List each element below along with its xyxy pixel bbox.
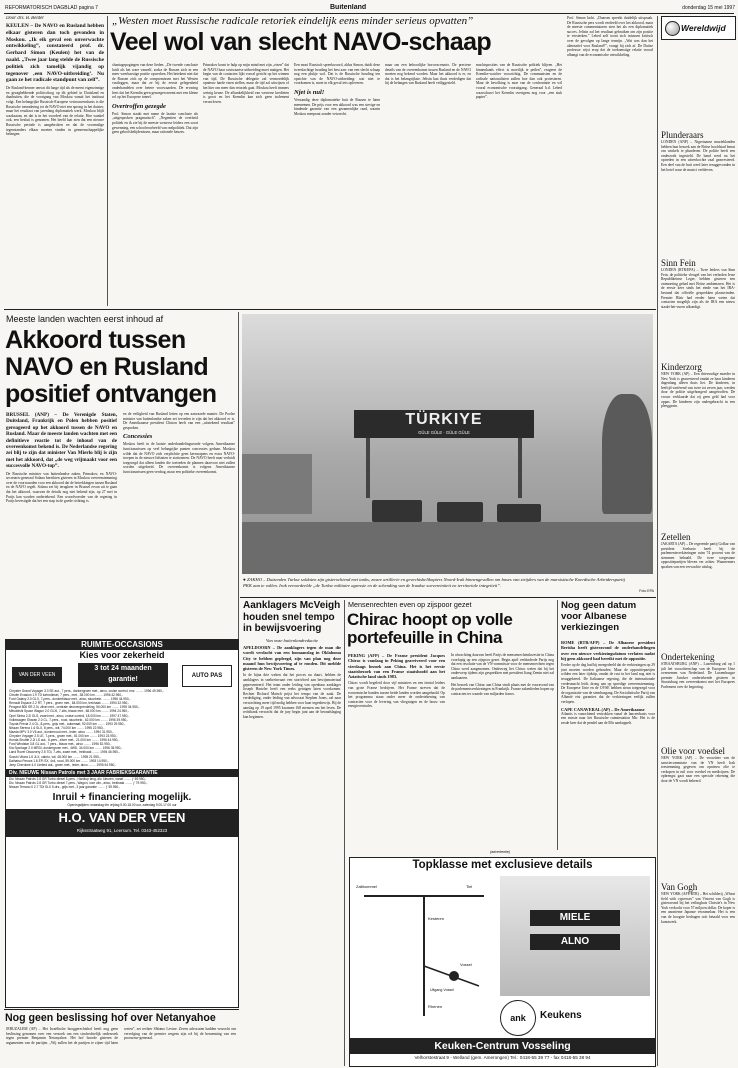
wereldwijd-box <box>661 16 736 40</box>
ad-subheader: Kies voor zekerheid <box>79 650 165 660</box>
map-label: Tiel <box>466 884 473 889</box>
lead-text-b: Primakov komt te hulp op mijn mind met zijn „eisen” dat de NAVO haar oostwaartse uitbreiding moet matigen. Het begin van de contacten lijkt vooral gericht op het winnen van tijd. De Russische delegatie zal vermoedelijk opnieuw harde eisen stellen, maar de tijd zal uitwijzen of het hier om meer dan retoriek gaat. Moskou heeft immers weinig keuze. De afhankelijkheid van westerse kredieten is groot en het Kremlin kan zich geen isolement veroorloven. <box>203 63 289 104</box>
lead-col-d <box>385 63 471 308</box>
listing-row: Opel Sintra 2.2i GLS, zwart met., airco, cruise control, 18.000 km ........ 1997 47.950,- <box>9 713 130 718</box>
section-rule <box>240 597 656 598</box>
section-rule <box>4 309 656 310</box>
globe-icon <box>665 21 680 36</box>
listing-row: Nissan Serena 1.6 SLX, 8 pers., wit, 74.000 km ........ 1995 22.950,- <box>9 725 105 730</box>
lead-kicker: „Westen moet Russische radicale retoriek eindelijk eens minder serieus opvatten” <box>112 15 474 27</box>
mcveigh-body: In de bijna drie weken dat het proces nu duurt, hebben de aanklagers in sneltreinvaart een stortvloed aan bewijsmateriaal gepresenteerd. Het team onder leiding van openbaar aanklager Joseph Hartzler heeft een reeks getuigen laten voorkomen. Rechter Richard Matsch prijst het tempo van de zaak. De verdediging, onder leiding van advocaat Stephen Jones, zal naar verwachting meer tijd nodig hebben voor haar tegenbewijs. Bij de aanslag op 19 april 1995 kwamen 168 mensen om het leven. De rechtbank verwacht dat de jury begin juni aan de beraadslaging kan beginnen. <box>243 673 341 719</box>
item-heading: Plunderaars <box>661 130 704 140</box>
listing-row: Chrysler Voyager 2.5 LE, 7-pers., groen met., 81.000 km ........ 1993 23.950,- <box>9 734 118 739</box>
brand-sign: MIELE <box>530 910 620 926</box>
masthead-left: REFORMATORISCH DAGBLAD pagina 7 <box>5 5 98 11</box>
wereldwijd-item <box>661 258 735 362</box>
item-heading: Sinn Fein <box>661 258 696 268</box>
map-label: Zaltbommel <box>356 884 377 889</box>
map-label: Vossel <box>460 962 472 967</box>
route-map <box>354 876 494 1032</box>
brand-banner: Keuken-Centrum Vosseling <box>350 1038 655 1054</box>
listing-row: Honda Shuttle 2.2i LS aut., 6-pers., zilver met., 21.000 km ........ 1996 44.950,- <box>9 738 120 743</box>
lead-text-a2: Prof. Simon staakt met name de laatste conclusie als „uitgesproken pragmatisch”. „Negentien de overheid politiek en ik zie bij de meeste westerse leiders een soort gewenning, een schoolvoorbeeld van realpolitiek. Dat zijn geen geloofsbelijdenissen, maar rationele keuzes. <box>112 111 198 135</box>
masthead-date: donderdag 15 mei 1997 <box>682 5 735 11</box>
tree <box>602 394 652 514</box>
akkoord-body-c: Moskou heeft in de laatste onderhandelingsronde volgens Amerikaanse functionarissen op veel belangrijke punten concessies gedaan. Moskou wilde dat de NAVO zich verplichtte geen kernwapens en extra NAVO-troepen in de nieuwe lidstaten te stationeren. De NAVO heeft naar verluidt toegezegd dat alleen landen die toetreden de plannen daarvoor niet zullen worden uitgebreid. De overeenkomst is volgens Amerikaanse functionarissen geen verdrag, maar een politieke overeenkomst. <box>123 442 235 474</box>
item-body: NEW YORK (AP) – Een drievoudige moeder in New York is gearresteerd omdat ze haar kinderen dagenlang alleen thuis liet. De kinderen, in leeftijd variërend van twee tot zeven jaar, werden door de politie uitgehongerd aangetroffen. De vrouw verklaarde dat zij geen geld had voor oppas. De kinderen zijn ondergebracht in een pleeggezin. <box>661 372 735 409</box>
col-divider <box>557 600 558 850</box>
col-divider <box>238 312 239 642</box>
china-body-b: In afwachting daarvan heeft Parijs de mensenrechtenkwestie in China voorlopig op een zijspoor gezet. Begin april verhinderde Parijs nog dat een resolutie van de VN-commissie voor de mensenrechten tegen China werd aangenomen. Onderweg liet Chirac weten dat hij het onderwerp tijdens zijn gesprekken met president Jiang Zemin niet zal aankaarten. <box>451 653 554 680</box>
wereldwijd-item <box>661 882 735 1057</box>
col1-article <box>6 16 104 304</box>
mcveigh-headline: Aanklagers McVeigh houden snel tempo in bewijsvoering <box>243 600 341 634</box>
brand-sign: ALNO <box>530 934 620 950</box>
china-col-b <box>451 653 554 849</box>
lead-text-c2: Verstandig deze diplomatieke buit de Russen te laten meenemen. De prijs voor een akkoord was een stevige en bindende garantie van een gezamenlijke raad, waarin Moskou meepraat zonder vetorecht. <box>294 97 380 116</box>
wereldwijd-item <box>661 532 735 652</box>
logo-text: ank <box>510 1013 526 1023</box>
listing-row: Suzuki Vitara 1.6 JLX, cabrio, wit, 48.000 km ........ 1995 21.950,- <box>9 754 101 759</box>
listing-row: Jeep Cherokee 4.0 Limited aut., groen met., leder, airco ........ 1995 54.950,- <box>9 762 117 767</box>
section-title: Buitenland <box>330 4 367 11</box>
brand-left: VAN DER VEEN <box>12 667 62 683</box>
akkoord-col-b <box>123 412 235 636</box>
headline-line: NAVO en Rusland <box>5 353 209 381</box>
headline-line: Akkoord tussen <box>5 327 186 354</box>
item-heading: Ondertekening <box>661 652 715 662</box>
china-col-a <box>348 653 445 849</box>
china-body-a: Chirac wordt begeleid door vijf ministers en een tiental leiders van grote Franse bedrijven. Het Franse streven dat de economische banden tussen beide landen worden aangehaald. Op het programma staan onder meer de ondertekening van contracten voor de levering van vliegtuigen en de bouw van energiecentrales. <box>348 681 445 709</box>
nissan-line: Div. NIEUWE Nissan Patrols met 3 JAAR FABRIEKSGARANTIE <box>6 769 238 777</box>
mcveigh-article <box>243 638 341 1066</box>
china-headline: Chirac hoopt op volle portefeuille in China <box>347 611 513 647</box>
wereldwijd-item <box>661 746 735 882</box>
masthead-rule <box>4 13 734 14</box>
item-body: NEW YORK (AFP/RTR) – Het schilderij „Wheat field with cypresses” van Vincent van Gogh is gisteravond bij het veilinghuis Christie's in New York verkocht voor 57 miljoen dollar. De koper is een anonieme Japanse verzamelaar. Het is een van de hoogste bedragen ooit betaald voor een kunstwerk. <box>661 892 735 924</box>
headline-line: positief ontvangen <box>5 380 217 408</box>
brand-right: AUTO PAS <box>182 665 232 687</box>
listing-row: Citroën Evasion 1.9 TD turbodiesel, 7 pers., met., 38.000 km ........ 1996 42.950,- <box>9 693 124 698</box>
sidebar-divider <box>657 16 658 1066</box>
showroom-image <box>500 876 650 996</box>
wereldwijd-title: Wereldwijd <box>681 23 726 33</box>
cape-body: Atlantis is vanochtend vertrokken vanaf de lanceerbasis voor een missie naar het Russische ruimtestation Mir. Het is de zesde keer dat de pendel aan de Mir aankoppelt. <box>561 711 655 726</box>
item-body: JAKARTA (AP) – De regerende partij Golkar van president Soeharto heeft bij de parlementsverkiezingen ruim 74 procent van de stemmen behaald. De twee toegestane oppositiepartijen bleven ver achter. Waarnemers spraken van een verwachte uitslag. <box>661 542 735 569</box>
location-marker <box>449 971 459 981</box>
item-body: STRAATSBURG (ANP) – Luxemburg zal op 1 juli het voorzitterschap van de Europese Unie overnemen van Nederland. De Luxemburgse premier Juncker ondertekende gisteren in Straatsburg een overeenkomst met het Europees Parlement over de begroting. <box>661 662 735 689</box>
netanyahu-headline: Nog geen beslissing hof over Netanyahoe <box>5 1012 216 1024</box>
akkoord-subhead: Concessies <box>123 433 153 441</box>
wereldwijd-item <box>661 652 735 746</box>
opening-hours: Openingstijden: maandag t/m vrijdag 9.00-18.00 uur, zaterdag 9.00-17.00 uur <box>67 803 177 808</box>
map-label: Kesteren <box>428 916 445 921</box>
guarantee-badge <box>78 663 168 687</box>
border-sign <box>354 410 534 438</box>
item-heading: Kinderzorg <box>661 362 702 372</box>
wereldwijd-list <box>661 42 735 1064</box>
albanie-article <box>561 640 655 848</box>
badge-line: 3 tot 24 maanden <box>94 665 152 672</box>
byline: Door drs. B. Belder <box>6 16 44 21</box>
lead-text-d: maar om een behoorlijke horrorscenario. De precieze details van de overeenkomst tussen Rusland en de NAVO moeten nog bekend worden. Maar het akkoord is er, en dat is het belangrijkste. Jeltsin kan thuis verdedigen dat hij de belangen van Rusland heeft veiliggesteld. <box>385 63 471 86</box>
sign-subtext: GÜLE GÜLE · GÜLE GÜLE <box>418 430 470 435</box>
akkoord-body-b: en de veiligheid van Rusland letten op een aanvaarde manier. De Poolse minister van buitenlandse zaken zei tevreden te zijn dat het akkoord er is. De Amerikaanse president Clinton heeft van een „uitstekend resultaat” gesproken. <box>123 412 235 430</box>
map-label: Uitgang Vossel <box>430 988 454 992</box>
ad-address: Velhorstestraat 9 - Welland (gem. Amerongen) Tel.: 0418-55 39 77 - fax 0418-55 38 94 <box>414 1055 591 1060</box>
listing-row: Div. Nissan Patrols 2.8 GR Turbo diesel 5-pers., Hardtop lang, div. kleuren, vanaf ........ ƒ 69.950,- <box>9 776 147 781</box>
ruimte-ad <box>5 639 239 1008</box>
albanie-intro: ROME (RTR/AFP) – De Albanese president Berisha heeft gisteravond de onderhandelingen over een nieuwe verkiezingsdatum verlaten nadat hij geen akkoord had bereikt met de oppositie. <box>561 640 655 661</box>
akkoord-col-a <box>6 412 117 636</box>
listing-row: Nissan Terrano II 2.7 TDi SLX 5-drs., grijs met., 3 jaar garantie ........ ƒ 59.950,- <box>9 784 121 789</box>
lead-col-e <box>476 63 562 308</box>
section-rule <box>4 1009 239 1010</box>
lead-col-f <box>567 16 653 308</box>
ad-listing <box>6 689 238 767</box>
listing-row: Div. Nissan Patrols 2.8 GR Turbo diesel 7-pers., Wagon, luxe uitv., airco, trekhaak ........ ƒ 79.950,- <box>9 780 148 785</box>
listing-row: Mazda MPV 3.0 V6 aut., donkerrood met., leder, airco ........ 1994 31.950,- <box>9 729 114 734</box>
dealer-name: H.O. VAN DER VEEN <box>58 810 186 826</box>
photo-caption: ● ZAKHO – Duizenden Turkse soldaten zijn gisterochtend met tanks, zware artillerie en gevechtshelikopters Noord-Irak binnengevallen om bases van strijders van de marxistische Koerdische Arbeiderspartij PKK aan te vallen. Irak veroordeelde „de Turkse militaire agressie en de schending van de Iraakse soevereiniteit en territoriale integriteit”. <box>243 577 625 588</box>
listing-row: Volkswagen Sharan 2.0 CL, 7-pers., rood, stuurbekr., 62.000 km ........ 1996 39.950,- <box>9 717 129 722</box>
item-heading: Van Gogh <box>661 882 698 892</box>
listing-row: Land Rover Discovery 2.5 TDi, 7-zits, zwart met., trekhaak ........ 1994 46.950,- <box>9 750 120 755</box>
ad-title: Topklasse met exclusieve details <box>412 859 593 871</box>
tank <box>372 500 422 522</box>
wereldwijd-item <box>661 130 735 258</box>
akkoord-body-a: De Russische minister van buitenlandse zaken, Primakov, en NAVO-secretaris-generaal Solana bereikten gisteren in Moskou overeenstemming over de voorwaarden voor een akkoord dat de betrekkingen tussen Rusland en de NAVO regelt. Solana zei bij terugkeer in Brussel ervan uit te gaan dat het akkoord, waarvan de details nog niet bekend zijn, op 27 mei in Parijs kan worden ondertekend. Een woordvoerder van de regering in Parijs bevestigde dat het een stap in de goede richting is. <box>6 471 117 504</box>
listing-row: Peugeot 806 SR 2.0i, zilver met., centrale deurvergrendeling, 56.000 km ........ 1995 34.950,- <box>9 705 140 710</box>
lead-col-a <box>112 63 198 308</box>
news-photo <box>242 314 653 574</box>
map-label: Rhenen <box>428 1004 443 1009</box>
road <box>242 522 653 574</box>
wereldwijd-item <box>661 362 735 532</box>
akkoord-intro: BRUSSEL (ANP) – De Verenigde Staten, Duitsland, Frankrijk en Polen hebben positief gereageerd op het akkoord tussen de NAVO en Rusland. Maar de meeste landen wachten met een definitieve reactie tot de inhoud van de overeenkomst bekend is. De Nederlandse regering zei blij te zijn dat minister Van Mierlo blij is zijn met het akkoord, dat „de weg vrijmaakt voor een succesvolle NAVO-top”. <box>6 412 117 470</box>
photo-credit: Foto EPA <box>639 589 654 593</box>
dealer-block <box>6 809 238 837</box>
lead-headline: Veel wol van slecht NAVO-schaap <box>110 28 492 56</box>
col-divider <box>107 16 108 306</box>
china-intro: PEKING (AFP) – De Franse president Jacques Chirac is vandaag in Peking gearriveerd voor een vierdaags bezoek aan China. Het is het eerste staatsbezoek van een Franse staatshoofd aan het Aziatische land sinds 1983. <box>348 653 445 680</box>
albanie-body: Eerder op de dag had hij meegedeeld dat de verkiezingen op 29 juni moeten worden gehouden. Maar de oppositiepartijen wilden een later tijdstip, omdat de rust in het land nog niet is teruggekeerd. De Italiaanse regering, die de internationale vredesmacht leidt, drong aan op spoedige overeenstemming. De Europese Unie en de OVSE hebben steun toegezegd voor de organisatie van de stembusgang. De Socialistische Partij van Albanië eist garanties dat de verkiezingen eerlijk zullen verlopen. <box>561 663 655 704</box>
sign-text: TÜRKIYE <box>405 411 483 428</box>
china-body-c: Het bezoek van Chirac aan China vindt plaats met de vooravond van de parlementsverkiezingen in Frankrijk. Franse zakenlieden hopen op contracten ter waarde van miljarden francs. <box>451 682 554 696</box>
item-body: LONDEN (RTR/EPA) – Twee leiders van Sinn Fein, de politieke vleugel van het verboden Ierse Republikeinse Leger, hebben gisteren een ontmoeting gehad met Britse ambtenaren. Het is de eerste keer sinds het einde van het IRA-bestand dat officiële gesprekken plaatsvinden. Premier Blair had eerder laten weten dat contacten mogelijk zijn als de IRA een nieuw staakt-het-vuren afkondigt. <box>661 268 735 309</box>
route-map-svg <box>354 876 494 1032</box>
china-kicker: Mensenrechten even op zijspoor gezet <box>348 600 472 609</box>
listing-row: Ford Windstar 3.8 GL aut., 7 pers., blauw met., airco ........ 1996 52.950,- <box>9 742 112 747</box>
lead-text-f: Prof. Simon lacht. „Daarom spreekt duidelijk uitspraak. De Russische pers wordt verdeeld over het akkoord, maar de meeste commentatoren zien het als een diplomatiek succes. Jeltsin zal het resultaat gebruiken om zijn positie te versterken.” Lebed zelf toont zich intussen kritisch over de gevolgen op lange termijn. „Wat was dan het alternatief voor Rusland?”, vraagt hij zich af. De Duitse professor wijst erop dat de toekomstige relatie vooral afhangt van de economische ontwikkeling. <box>567 16 653 57</box>
nissan-listing <box>6 777 238 789</box>
listing-row: Renault Espace 2.2 RT, 7 pers., groen met., 84.000 km, trekhaak ........ 1994 32.950,- <box>9 701 130 706</box>
ad-brand-row <box>6 661 238 689</box>
albanie-headline: Nog geen datum voor Albanese verkiezingen <box>561 600 637 633</box>
listing-row: Mitsubishi Space Wagon 2.0 GLXi, 7-zits, blauw met., 68.000 km ........ 1994 24.950,- <box>9 709 130 714</box>
lead-subhead-a: Overtroffen gezegde <box>112 102 166 110</box>
netanyahu-body <box>6 1027 236 1066</box>
ad-header: RUIMTE-OCCASIONS <box>6 640 238 650</box>
listing-row: Ford Galaxy 2.0 GLX, 7-pers., donkerblauw met., airco, stuurbekr. ........ 1996 44.950,- <box>9 697 131 702</box>
finance-line: Inruil + financiering mogelijk. <box>52 792 192 804</box>
listing-row: Chrysler Grand Voyager 3.3 SE aut., 7 pers., donkergroen met., airco, cruise control, enz. ........ 1996 49.950,- <box>9 689 164 693</box>
dealer-address: Rijksstraatweg 91, Leersum. Tel. 0343-452323 <box>76 828 168 834</box>
akkoord-kicker: Meeste landen wachten eerst inhoud af <box>6 314 164 324</box>
lead-text-a: chantagepogingen van deze lieden. „De tweede conclusie luidt als het ware vanzelf, zodra de Russen zich in een meer weerbarstige positie opwerken. Het betekent niet dat de Russen zich op de compromissen met het Westen vastleggen, maar dat ze bij de eerste gelegenheid onderhandelen over betere voorwaarden. De ervaring leert dat het Kremlin geen genoegen neemt met een kleine rol op het Europese toneel. <box>112 63 198 100</box>
col1-intro: KEULEN – De NAVO en Rusland hebben elkaar gisteren dan toch gevonden in Moskou. „Ik eik geval een onverwachte ontwikkeling”, constateerd prof. dr. Gerhard Simon (Keulen) het van de naald. „Twee jaar lang stelde de Russische politiek zich tamelijk vijandig op tegenover ‚een NAVO-uitbreiding’. Nu gaan ze het radicale standpunt van zelf”. <box>6 23 104 84</box>
cape-head: CAPE CANAVERAL (AP) – De Amerikaanse <box>561 706 645 712</box>
col-divider <box>344 600 345 1066</box>
lead-text-e: machtsposities van de Russische politiek blijven. „Het binnenlands effect is moeilijk te peilen”, reageert de Kremlin-watcher voorzichtig. De communisten en de radicale nationalisten zullen hoe dan ook protesteren. Maar de bevolking is moe van de confrontatie en wil vooral economische vooruitgang. Generaal b.d. Lebed waarschuwt het Kremlin overigens nog voor „een stuk papier”. <box>476 63 562 100</box>
tank <box>497 504 541 522</box>
topklasse-tag: (advertentie) <box>489 850 511 854</box>
tank <box>437 502 483 522</box>
mcveigh-byline: Van onze buitenlandredactie <box>265 638 319 643</box>
listing-row: Kia Sportage 2.0 MRDi, donkergroen met., 4WD, 34.000 km ........ 1996 35.950,- <box>9 746 123 751</box>
building <box>242 454 312 514</box>
lead-col-b <box>203 63 289 308</box>
listing-row: Toyota Previa 2.4 GL, 8-pers., grijs met., automaat, 92.000 km ........ 1993 29.950,- <box>9 721 126 726</box>
col1-body: De Rusland-kenner omvat dit lange tijd als de meest eigenzinnige en gezaghebbende politicoloog op dit gebied in Duitsland en daarbuiten, die de voortgang van Moskou vanuit het instituut volgt. Een belangrijke Russisch-Europese vertrouwensbasis is die Russische toenadering tot de NAVO niet een sprong in het duister, maar het resultaat van jarenlang diplomatiek werk. Moskou blijft waakzaam, en dat is in het voordeel van de relatie. Hoe wankel ook, een besluit is genomen. Het beeld laat zien dat een nieuwe Russische periode is aangebroken en dat de voormalige tegenstanders elkaar moeten vinden in gemeenschappelijke belangen. <box>6 86 104 137</box>
sign-post <box>518 438 522 498</box>
item-body: NEW YORK (AP) – De voorzitter van de sanctiecommissie van de VN heeft Irak toestemming gegeven om opnieuw olie te verkopen in ruil voor voedsel en medicijnen. De opbrengst gaat naar een speciale rekening die door de VN wordt beheerd. <box>661 756 735 783</box>
listing-row: Daihatsu Feroza 1.6 EFi SX, 4x4, rood, 59.000 km ........ 1993 14.950,- <box>9 758 109 763</box>
topklasse-ad <box>349 857 656 1067</box>
netanyahu-text: JERUZALEM (AP) – Het Israëlische hooggerechtshof heeft nog geen beslissing genomen over een verzoek om een strafrechtelijk onderzoek tegen premier Benjamin Netanyahoe. Het hof hoorde gisteren de argumenten van de partijen. „Wij zullen het de partijen te zijner tijd laten weten”, zei rechter Shlomo Levine. Zeven advocaten hadden verzocht om vervolging van de premier wegens zijn rol bij de benoeming van een procureur-generaal. <box>6 1027 236 1045</box>
lead-text-c: Een mooi Russisch spreekwoord, aldus Simon, duidt deze tweeslachtige houding het best aan: van een slecht schaap nog een plukje wol. Dat is de Russische houding ten opzichte van de NAVO-uitbreiding: wat niet te voorkomen is, moet in elk geval iets opleveren. <box>294 63 380 86</box>
ank-logo <box>500 1000 536 1036</box>
keukens-label: Keukens <box>540 1010 582 1021</box>
mcveigh-intro: APELDOORN – De aanklagers tegen de man die wordt verdacht van een bomaanslag in Oklahoma City te hebben gepleegd, zijn van plan nog deze maand hun bewijsvoering af te ronden. Dit meldde gisteren de New York Times. <box>243 645 341 672</box>
badge-line: garantie! <box>108 676 138 683</box>
lead-col-c <box>294 63 380 308</box>
lead-subhead-c: Njet is nul! <box>294 88 325 96</box>
sign-post <box>366 438 370 498</box>
item-heading: Olie voor voedsel <box>661 746 725 756</box>
item-body: LONDEN (ANP) – Nigeriaanse muzieklanden hebben hun bezoek aan de Britse hoofdstad benut om winkels te plunderen. De politie heeft een onderzoek ingesteld. De band werd na het optreden in een uitverkochte zaal gearresteerd. Een deel van de buit werd later teruggevonden in het hotel waar de musici verbleven. <box>661 140 735 172</box>
item-heading: Zetellen <box>661 532 691 542</box>
akkoord-headline <box>5 327 245 408</box>
